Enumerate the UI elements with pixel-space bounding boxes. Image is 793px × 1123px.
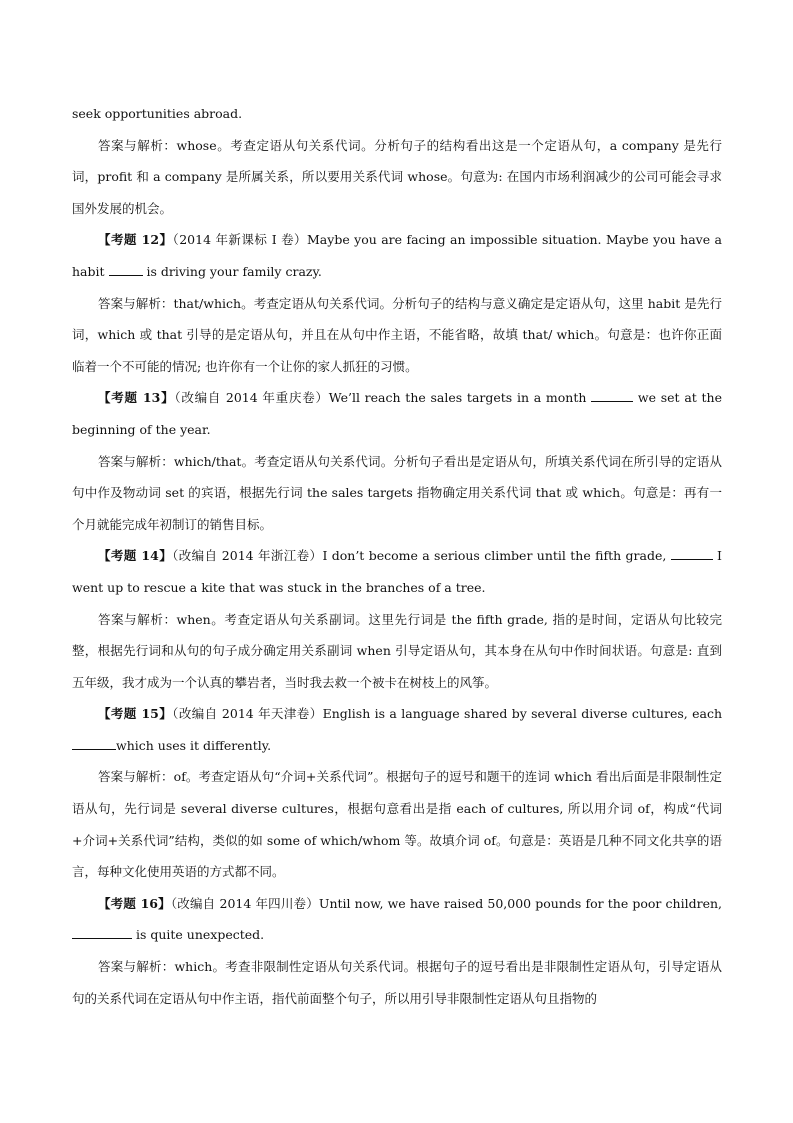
question-12-text-b: is driving your family crazy. <box>142 263 322 279</box>
question-15-blank <box>72 735 116 750</box>
question-12-label: 【考题 12】 <box>98 232 173 248</box>
question-16 <box>72 888 722 951</box>
question-16-source: （改编自 2014 年四川卷） <box>170 895 319 911</box>
question-15-source: （改编自 2014 年天津卷） <box>172 706 323 722</box>
question-16-blank <box>72 924 132 939</box>
question-13-blank <box>591 387 633 402</box>
page-content <box>72 98 722 1014</box>
question-16-text-b: is quite unexpected. <box>132 927 265 943</box>
question-13-text-b: we set at the beginning of the year. <box>72 390 722 437</box>
question-16-label: 【考题 16】 <box>98 895 171 911</box>
answer-16: 答案与解析：which。考查非限制性定语从句关系代词。根据句子的逗号看出是非限制性定语从句，引导定语从句的关系代词在定语从句中作主语，指代前面整个句子，所以用引导非限制性定语从句且指物的 <box>72 959 722 1006</box>
question-14-label: 【考题 14】 <box>98 548 173 564</box>
answer-14: 答案与解析：when。考查定语从句关系副词。这里先行词是 the fifth grade, 指的是时间，定语从句比较完整，根据先行词和从句的句子成分确定用关系副词 when 引导定语从句，其本身在从句中作时间状语。句意是: 直到五年级，我才成为一个认真的攀岩者，当时我去救一个被卡在树枝上的风筝。 <box>72 611 722 690</box>
question-15 <box>72 698 722 761</box>
answer-13: 答案与解析：which/that。考查定语从句关系代词。分析句子看出是定语从句，所填关系代词在所引导的定语从句中作及物动词 set 的宾语，根据先行词 the sales targets 指物确定用关系代词 that 或 which。句意是：再有一个月就能完成年初制订的销售目标。 <box>72 453 722 532</box>
question-14-source: （改编自 2014 年浙江卷） <box>172 548 323 564</box>
question-13-source: （改编自 2014 年重庆卷） <box>174 390 329 406</box>
question-13-text-a: We’ll reach the sales targets in a month <box>328 390 592 406</box>
question-16-text-a: Until now, we have raised 50,000 pounds for the poor children, <box>318 895 723 911</box>
question-13-label: 【考题 13】 <box>98 390 175 406</box>
question-14-blank <box>671 545 713 560</box>
question-12-blank <box>109 261 143 276</box>
question-12-text-a: Maybe you are facing an impossible situation. Maybe you have a habit <box>72 232 722 279</box>
question-13 <box>72 382 722 445</box>
answer-15: 答案与解析：of。考查定语从句“介词+关系代词”。根据句子的逗号和题干的连词 which 看出后面是非限制性定语从句，先行词是 several diverse cultures，根据句意看出是指 each of cultures, 所以用介词 of，构成“代词+介词+关系代词”结构，类似的如 some of which/whom 等。故填介词 of。句意是：英语是几种不同文化共享的语言，每种文化使用英语的方式都不同。 <box>72 769 722 880</box>
answer-11: 答案与解析：whose。考查定语从句关系代词。分析句子的结构看出这是一个定语从句，a company 是先行词，profit 和 a company 是所属关系，所以要用关系代词 whose。句意为: 在国内市场利润减少的公司可能会寻求国外发展的机会。 <box>72 137 722 216</box>
question-12-source: （2014 年新课标 I 卷） <box>172 232 307 248</box>
question-11-tail: seek opportunities abroad. <box>72 106 243 121</box>
question-15-label: 【考题 15】 <box>98 706 173 722</box>
question-14-text-b: I went up to rescue a kite that was stuck in the branches of a tree. <box>72 548 722 595</box>
question-14 <box>72 540 722 603</box>
question-15-text-a: English is a language shared by several diverse cultures, each <box>322 706 723 722</box>
question-14-text-a: I don’t become a serious climber until the fifth grade, <box>322 548 671 564</box>
question-15-text-b: which uses it differently. <box>116 737 272 753</box>
answer-12: 答案与解析：that/which。考查定语从句关系代词。分析句子的结构与意义确定是定语从句，这里 habit 是先行词，which 或 that 引导的是定语从句，并且在从句中作主语，不能省略，故填 that/ which。句意是：也许你正面临着一个不可能的情况; 也许你有一个让你的家人抓狂的习惯。 <box>72 295 722 374</box>
question-12 <box>72 224 722 287</box>
